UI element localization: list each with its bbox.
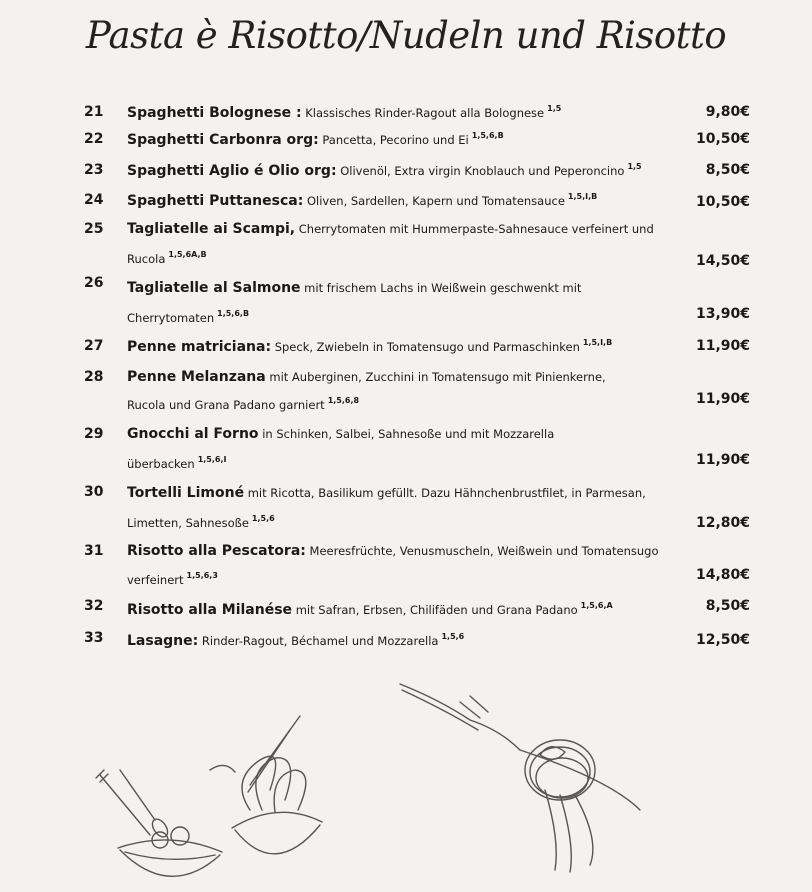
item-line-continued — [127, 396, 687, 413]
noodle-bowl-with-chopsticks-icon — [210, 716, 322, 854]
allergen-codes: 1,5,I,B — [582, 338, 613, 347]
allergen-codes: 1,5,6 — [441, 632, 465, 641]
allergen-codes: 1,5,6,I — [197, 455, 227, 464]
dish-description: mit frischem Lachs in Weißwein geschwenkt mit — [300, 281, 582, 295]
item-number: 29 — [84, 426, 104, 442]
dish-name: Spaghetti Aglio é Olio org: — [127, 163, 337, 179]
item-line — [127, 221, 687, 237]
dish-name: Penne Melanzana — [127, 369, 266, 385]
dish-description: Olivenöl, Extra virgin Knoblauch und Peperoncino — [336, 164, 625, 178]
dish-price: 12,50€ — [695, 632, 750, 648]
allergen-codes: 1,5,6 — [251, 514, 275, 523]
pasta-sketch-illustration — [0, 660, 812, 892]
item-line — [127, 104, 687, 121]
allergen-codes: 1,5,6,A — [580, 601, 613, 610]
dish-name: Tagliatelle ai Scampi, — [127, 221, 296, 237]
dish-name: Lasagne: — [127, 633, 199, 649]
item-number: 26 — [84, 275, 104, 291]
allergen-codes: 1,5,6,B — [471, 131, 504, 140]
dish-price: 10,50€ — [695, 194, 750, 210]
dish-description: Speck, Zwiebeln in Tomatensugo und Parmaschinken — [271, 340, 580, 354]
dish-price: 12,80€ — [695, 515, 750, 531]
dish-price: 14,80€ — [695, 567, 750, 583]
dish-description-continued: Rucola und Grana Padano garniert — [127, 398, 325, 412]
item-line-continued — [127, 571, 687, 588]
item-number: 28 — [84, 369, 104, 385]
dish-name: Gnocchi al Forno — [127, 426, 259, 442]
allergen-codes: 1,5,6A,B — [168, 250, 207, 259]
dish-name: Spaghetti Puttanesca: — [127, 193, 304, 209]
dish-name: Risotto alla Pescatora: — [127, 543, 306, 559]
menu-title: Pasta è Risotto/Nudeln und Risotto — [85, 14, 727, 57]
dish-price: 13,90€ — [695, 306, 750, 322]
dish-name: Penne matriciana: — [127, 339, 272, 355]
item-number: 22 — [84, 131, 104, 147]
fork-with-spaghetti-icon — [400, 684, 640, 872]
dish-description-continued: Limetten, Sahnesoße — [127, 516, 249, 530]
item-line — [127, 543, 687, 559]
dish-name: Risotto alla Milanése — [127, 602, 293, 618]
item-number: 30 — [84, 484, 104, 500]
dish-price: 11,90€ — [695, 452, 750, 468]
dish-price: 11,90€ — [695, 391, 750, 407]
item-number: 32 — [84, 598, 104, 614]
item-line — [127, 369, 687, 385]
allergen-codes: 1,5 — [627, 162, 642, 171]
dish-description: mit Safran, Erbsen, Chilifäden und Grana Padano — [292, 603, 578, 617]
dish-price: 8,50€ — [705, 598, 750, 614]
dish-description: Cherrytomaten mit Hummerpaste-Sahnesauce verfeinert und — [295, 222, 654, 236]
dish-description-continued: Cherrytomaten — [127, 311, 215, 325]
dish-description-continued: überbacken — [127, 457, 195, 471]
dish-description: Meeresfrüchte, Venusmuscheln, Weißwein und Tomatensugo — [305, 544, 659, 558]
dish-name: Spaghetti Carbonra org: — [127, 132, 319, 148]
item-line-continued — [127, 455, 687, 472]
item-number: 25 — [84, 221, 104, 237]
allergen-codes: 1,5,I,B — [567, 192, 598, 201]
item-number: 31 — [84, 543, 104, 559]
dish-price: 9,80€ — [705, 104, 750, 120]
item-line — [127, 338, 687, 355]
dish-description-continued: Rucola — [127, 252, 166, 266]
item-line — [127, 426, 687, 442]
item-number: 21 — [84, 104, 104, 120]
dish-description: Oliven, Sardellen, Kapern und Tomatensauce — [303, 194, 565, 208]
item-line — [127, 192, 687, 209]
dish-price: 11,90€ — [695, 338, 750, 354]
dish-description: mit Auberginen, Zucchini in Tomatensugo mit Pinienkerne, — [265, 370, 606, 384]
dish-price: 8,50€ — [705, 162, 750, 178]
item-number: 33 — [84, 630, 104, 646]
dish-price: 14,50€ — [695, 253, 750, 269]
item-number: 23 — [84, 162, 104, 178]
dish-name: Tagliatelle al Salmone — [127, 280, 301, 296]
dish-description: Klassisches Rinder-Ragout alla Bolognese — [301, 106, 545, 120]
item-line-continued — [127, 309, 687, 326]
dish-price: 10,50€ — [695, 131, 750, 147]
item-number: 24 — [84, 192, 104, 208]
dish-description: Pancetta, Pecorino und Ei — [318, 133, 469, 147]
allergen-codes: 1,5,6,3 — [186, 571, 218, 580]
dish-description: Rinder-Ragout, Béchamel und Mozzarella — [198, 634, 439, 648]
item-line — [127, 632, 687, 649]
item-line — [127, 280, 687, 296]
allergen-codes: 1,5,6,8 — [327, 396, 360, 405]
dish-description: in Schinken, Salbei, Sahnesoße und mit Mozzarella — [258, 427, 555, 441]
item-line — [127, 162, 687, 179]
item-line — [127, 131, 687, 148]
item-line-continued — [127, 250, 687, 267]
item-line-continued — [127, 514, 687, 531]
allergen-codes: 1,5 — [547, 104, 562, 113]
item-number: 27 — [84, 338, 104, 354]
dish-name: Spaghetti Bolognese : — [127, 105, 302, 121]
allergen-codes: 1,5,6,B — [217, 309, 250, 318]
dish-description: mit Ricotta, Basilikum gefüllt. Dazu Hähnchenbrustfilet, in Parmesan, — [244, 486, 646, 500]
item-line — [127, 601, 687, 618]
dish-description-continued: verfeinert — [127, 573, 184, 587]
bowl-with-fork-icon — [96, 770, 222, 876]
dish-name: Tortelli Limoné — [127, 485, 245, 501]
item-line — [127, 485, 687, 501]
